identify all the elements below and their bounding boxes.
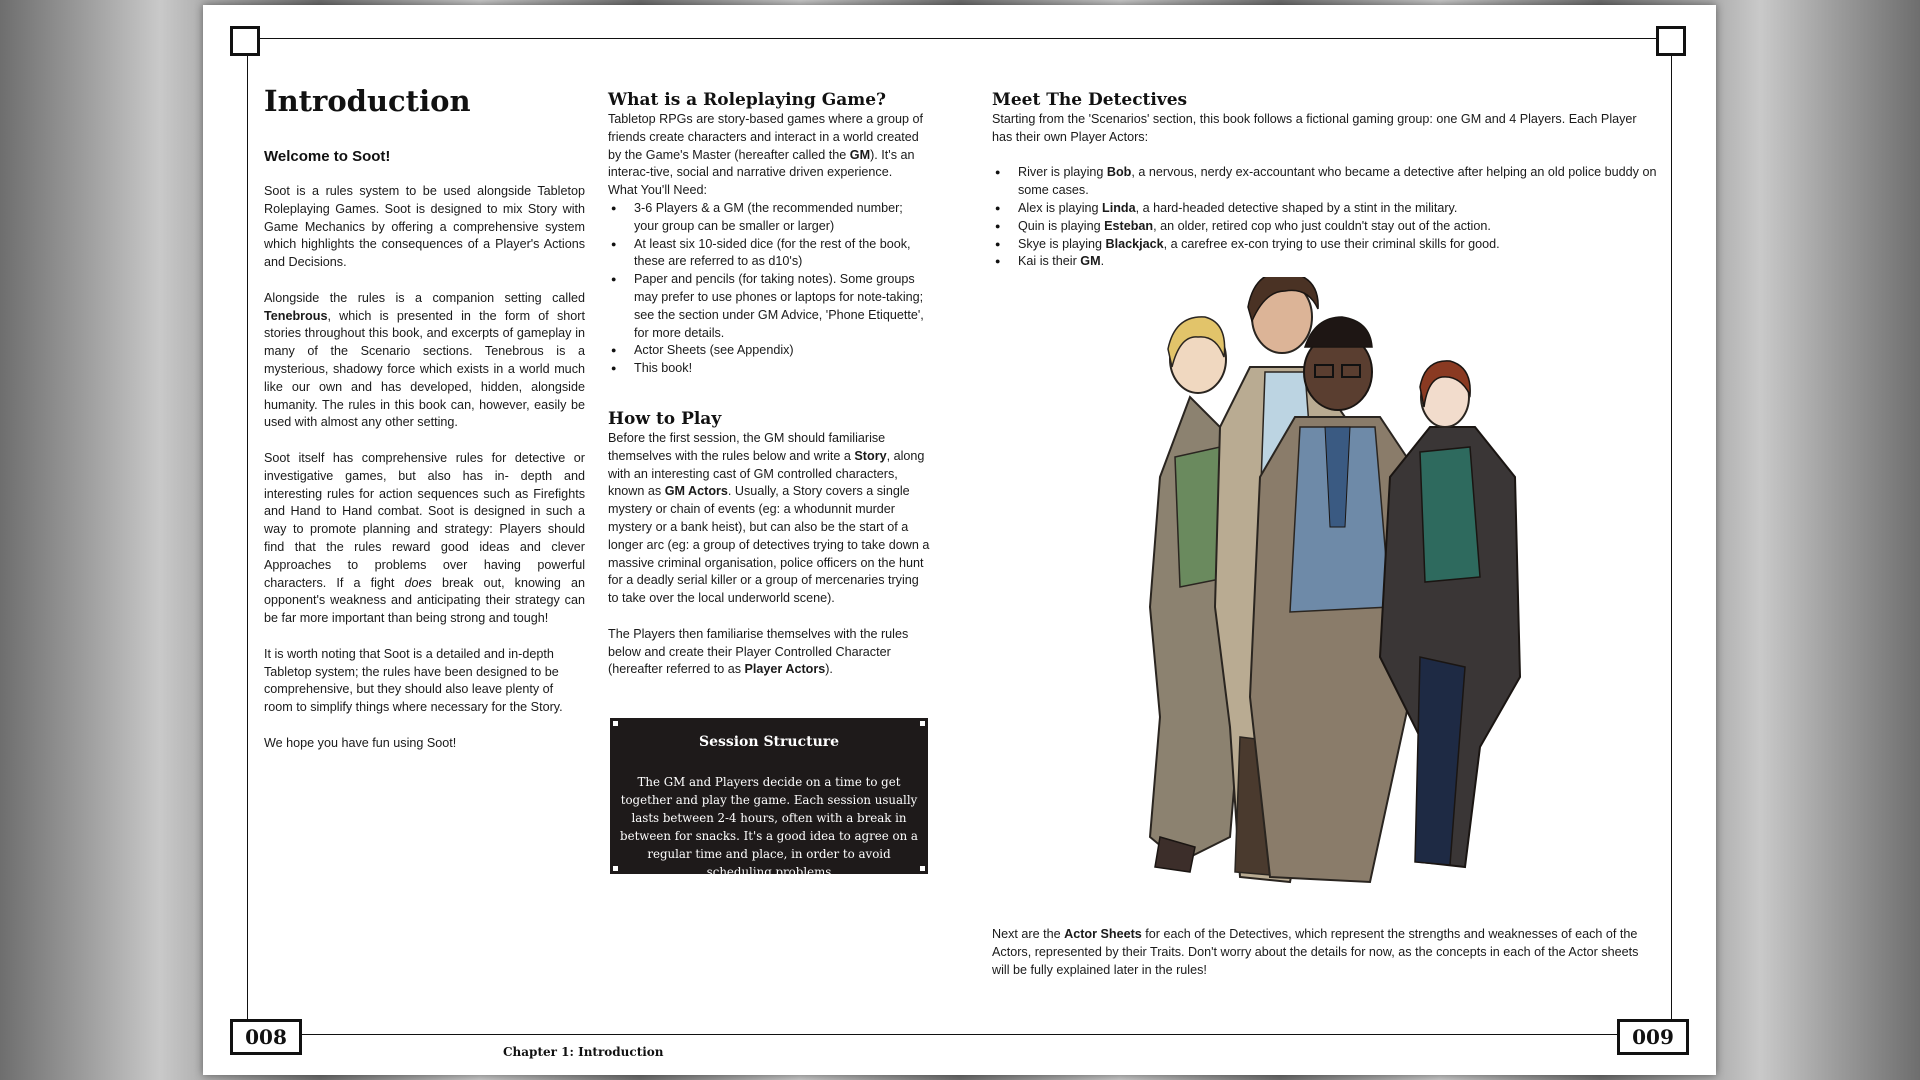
how-to-play-heading: How to Play bbox=[608, 408, 722, 429]
list-item: ● Actor Sheets (see Appendix) bbox=[608, 342, 930, 360]
frame-right-line bbox=[1671, 38, 1672, 1028]
welcome-subtitle: Welcome to Soot! bbox=[264, 148, 391, 165]
corner-top-right bbox=[1656, 26, 1686, 56]
rpg-paragraph: Tabletop RPGs are story-based games where a group of friends create characters and interact in a world created by the Game's Master (hereafter called the GM). It's an interac-tive, social and narrative driven experience. bbox=[608, 112, 924, 180]
session-structure-title: Session Structure bbox=[698, 734, 840, 750]
frame-bottom-line bbox=[247, 1034, 1671, 1035]
detectives-list bbox=[992, 164, 1657, 271]
blackjack-figure bbox=[1380, 361, 1520, 867]
how-to-play-paragraph: Before the first session, the GM should familiarise themselves with the rules below and write a Story, along with an interesting cast of GM controlled characters, known as GM Actors. Usually, a Story covers a single mystery or chain of events (eg: a whodunnit murder mystery or a bank heist), but can also be the start of a longer arc (eg: a group of detectives trying to take down a massive criminal organisation, police officers on the hunt for a deadly serial killer or a group of mercenaries trying to take over the local underworld scene). bbox=[608, 430, 930, 606]
detectives-illustration bbox=[1120, 277, 1610, 889]
session-structure-text: The GM and Players decide on a time to get together and play the game. Each session usually lasts between 2-4 hours, often with a break in between for snacks. It's a good idea to agree on a regular time and place, in order to avoid scheduling problems bbox=[620, 775, 918, 879]
actor-sheets-paragraph: Next are the Actor Sheets for each of the Detectives, which represent the strengths and weaknesses of each of the Actors, represented by their Traits. Don't worry about the details for now, as the concepts in each of the Actor sheets will be fully explained later in the rules! bbox=[992, 927, 1639, 977]
detectives-heading: Meet The Detectives bbox=[992, 90, 1188, 110]
detectives-intro: Starting from the 'Scenarios' section, this book follows a fictional gaming group: one GM and 4 Players. Each Player has their own Player Actors: bbox=[992, 112, 1637, 144]
rpg-heading: What is a Roleplaying Game? bbox=[608, 90, 887, 110]
list-item: ● Skye is playing Blackjack, a carefree ex-con trying to use their criminal skills for good. bbox=[992, 236, 1657, 254]
need-list bbox=[608, 200, 930, 378]
intro-paragraph-4: It is worth noting that Soot is a detailed and in-depth Tabletop system; the rules have been designed to be comprehensive, but they should also leave plenty of room to simplify things where necessary for the Story. bbox=[264, 646, 563, 715]
list-item: ● 3-6 Players & a GM (the recommended number; your group can be smaller or larger) bbox=[608, 200, 930, 236]
middle-column bbox=[608, 89, 930, 679]
left-column bbox=[264, 83, 585, 753]
need-label: What You'll Need: bbox=[608, 183, 708, 198]
session-structure-box bbox=[610, 718, 928, 879]
list-item: ● Alex is playing Linda, a hard-headed detective shaped by a stint in the military. bbox=[992, 200, 1657, 218]
list-item: ● Paper and pencils (for taking notes). Some groups may prefer to use phones or laptops for note-taking; see the section under GM Advice, 'Phone Etiquette', for more details. bbox=[608, 271, 930, 342]
intro-paragraph-3: Soot itself has comprehensive rules for detective or investigative games, but also has in- depth and interesting rules for action sequences such as Firefights and Hand to Hand combat. Soot is designed in such a way to promote planning and strategy: Players should find that the rules reward good ideas and clever Approaches to problems over having powerful characters. If a fight does break out, knowing an opponent's weakness and anticipating their strategy can be far more important than being strong and tough! bbox=[264, 450, 585, 626]
frame-top-line bbox=[233, 38, 1686, 39]
page-title: Introduction bbox=[264, 84, 471, 118]
list-item: ● Kai is their GM. bbox=[992, 253, 1657, 271]
footer-chapter-title: Chapter 1: Introduction bbox=[503, 1045, 664, 1059]
corner-top-left bbox=[230, 26, 260, 56]
intro-paragraph-2: Alongside the rules is a companion setting called Tenebrous, which is presented in the form of short stories throughout this book, and excerpts of gameplay in many of the Scenario sections. Tenebrous is a mysterious, shadowy force which exists in a world much like our own and has developed, hidden, alongside humanity. The rules in this book can, however, easily be used with almost any other setting. bbox=[264, 290, 585, 430]
list-item: ● This book! bbox=[608, 360, 930, 378]
right-column bbox=[992, 89, 1657, 271]
book-spread bbox=[203, 5, 1716, 1075]
list-item: ● At least six 10-sided dice (for the rest of the book, these are referred to as d10's) bbox=[608, 236, 930, 272]
page-number-left: 008 bbox=[230, 1019, 302, 1055]
intro-paragraph-1: Soot is a rules system to be used alongside Tabletop Roleplaying Games. Soot is designed to mix Story with Game Mechanics by offering a comprehensive system which highlights the consequences of a Player's Actions and Decisions. bbox=[264, 184, 585, 270]
frame-left-line bbox=[247, 38, 248, 1028]
players-paragraph: The Players then familiarise themselves with the rules below and create their Player Controlled Character (hereafter referred to as Player Actors). bbox=[608, 626, 909, 677]
page-number-right: 009 bbox=[1617, 1019, 1689, 1055]
intro-paragraph-5: We hope you have fun using Soot! bbox=[264, 735, 457, 750]
list-item: ● River is playing Bob, a nervous, nerdy ex-accountant who became a detective after helping an old police buddy on some cases. bbox=[992, 164, 1657, 200]
list-item: ● Quin is playing Esteban, an older, retired cop who just couldn't stay out of the action. bbox=[992, 218, 1657, 236]
